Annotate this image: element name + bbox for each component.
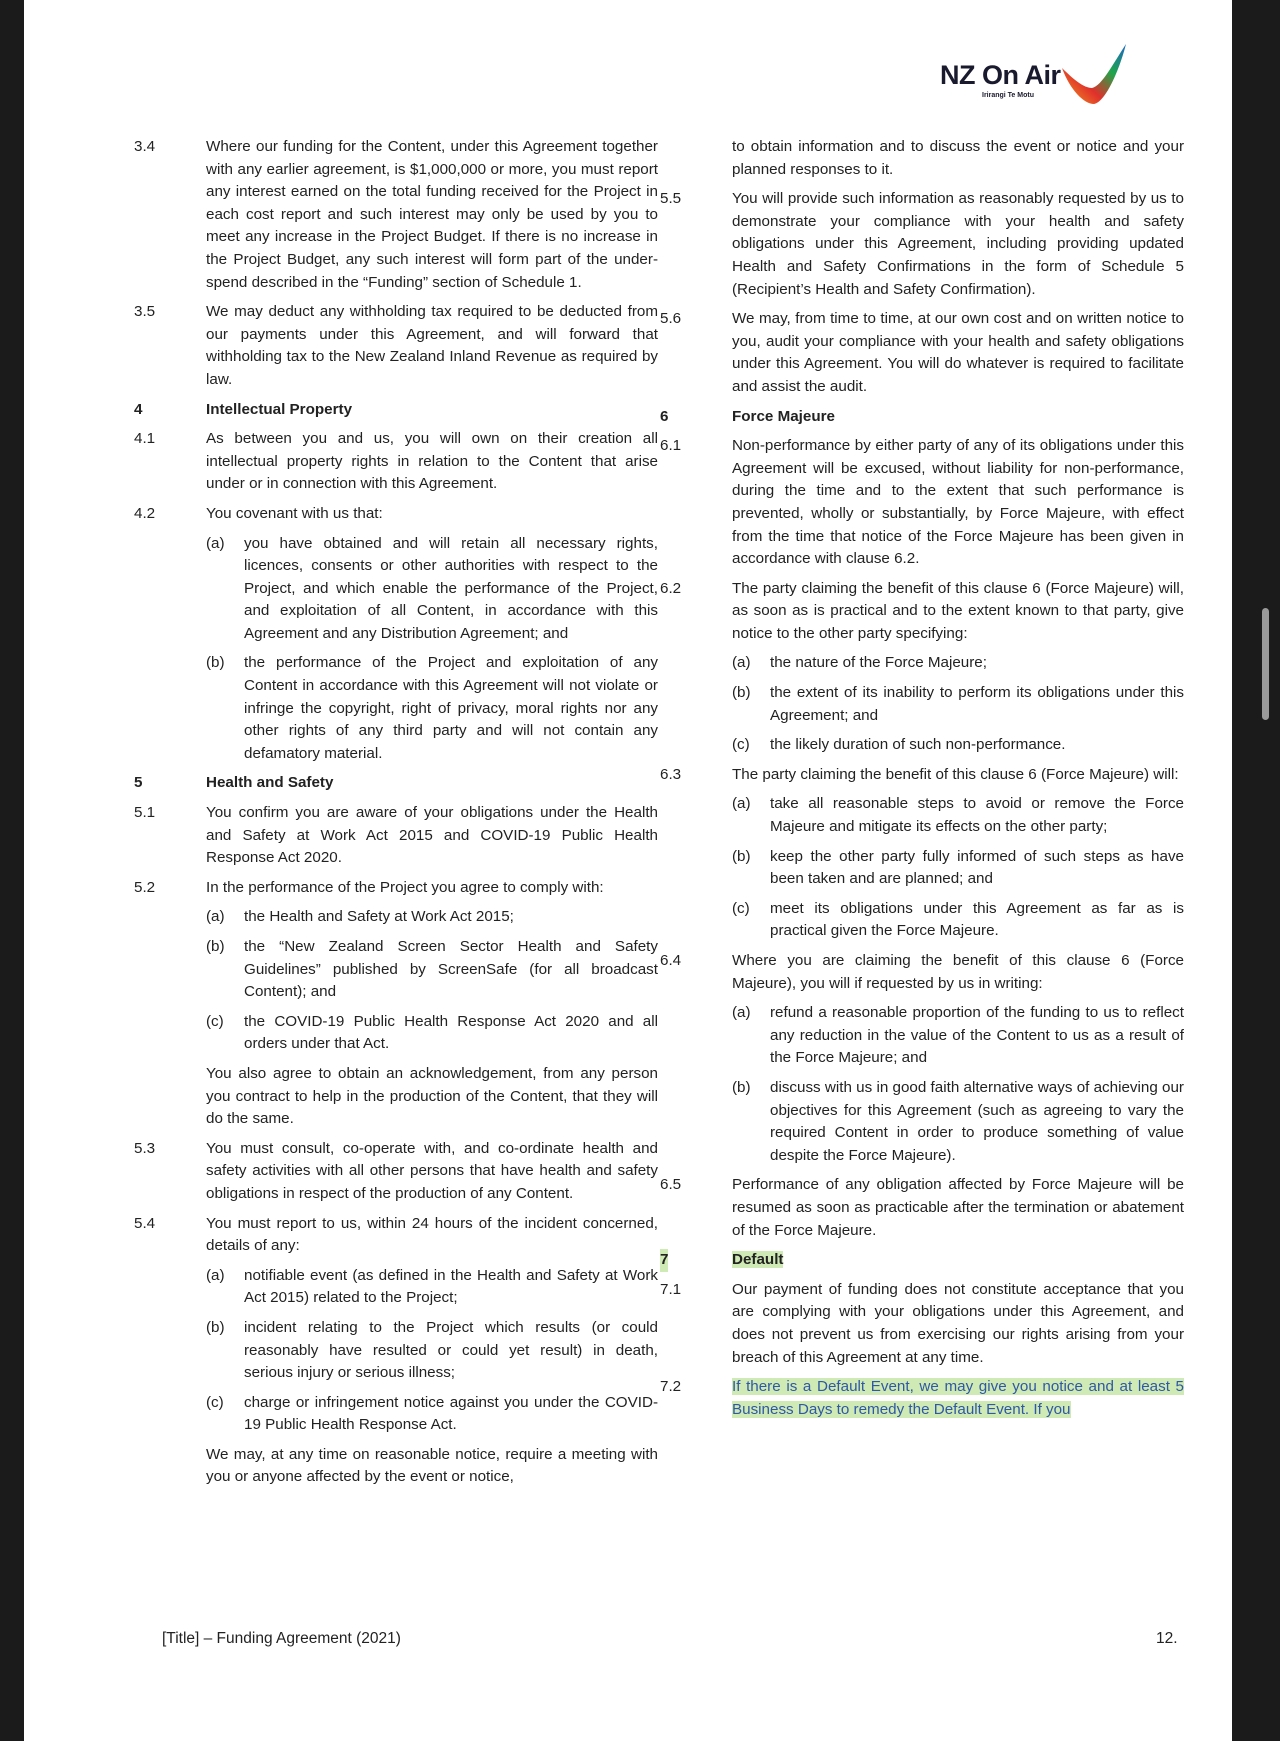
- section-title: Intellectual Property: [206, 400, 353, 418]
- subclause-label: (a): [732, 795, 751, 813]
- subclause-5-2-b: [134, 936, 658, 1004]
- clause-number: 5.6: [660, 310, 682, 328]
- subclause-text: the “New Zealand Screen Sector Health and Safety Guidelines” published by ScreenSafe (for all broadcast Content); and: [244, 938, 658, 1001]
- clause-number: 5.3: [134, 1139, 156, 1157]
- subclause-6-2-b: [660, 682, 1184, 727]
- clause-number: 7.1: [660, 1280, 682, 1298]
- clause-text: Performance of any obligation affected by Force Majeure will be resumed as soon as practicable after the termination or abatement of the Force Majeure.: [732, 1176, 1184, 1239]
- subclause-text: the Health and Safety at Work Act 2015;: [244, 908, 514, 926]
- subclause-6-3-a: [660, 793, 1184, 838]
- clause-3-4: [134, 136, 658, 294]
- clause-text: You covenant with us that:: [206, 504, 383, 522]
- clause-text: As between you and us, you will own on their creation all intellectual property rights in relation to the Content that arise under or in connection with this Agreement.: [206, 430, 658, 493]
- section-4-heading: [134, 399, 658, 422]
- subclause-5-4-b: [134, 1317, 658, 1385]
- subclause-text: the likely duration of such non-performance.: [770, 736, 1066, 754]
- section-7-heading: [660, 1249, 1184, 1272]
- clause-4-2: [134, 503, 658, 526]
- clause-number: 5.4: [134, 1214, 156, 1232]
- subclause-text: notifiable event (as defined in the Health and Safety at Work Act 2015) related to the Project;: [244, 1266, 658, 1307]
- subclause-4-2-b: [134, 652, 658, 765]
- clause-4-1: [134, 428, 658, 496]
- subclause-text: refund a reasonable proportion of the funding to us to reflect any reduction in the value of the Content to us as a result of the Force Majeure; and: [770, 1004, 1184, 1067]
- subclause-5-2-a: [134, 906, 658, 929]
- clause-3-5: [134, 301, 658, 391]
- vertical-scrollbar[interactable]: [1262, 608, 1269, 720]
- clause-text: The party claiming the benefit of this clause 6 (Force Majeure) will:: [732, 765, 1179, 783]
- subclause-label: (b): [732, 847, 751, 865]
- clause-number: 6.4: [660, 952, 682, 969]
- subclause-label: (b): [732, 1078, 751, 1096]
- subclause-label: (a): [732, 654, 751, 672]
- subclause-6-4-b: [660, 1077, 1184, 1167]
- section-5-heading: [134, 772, 658, 795]
- subclause-text: meet its obligations under this Agreement as far as is practical given the Force Majeure.: [770, 899, 1184, 940]
- subclause-label: (b): [206, 1318, 225, 1336]
- clause-number: 3.5: [134, 303, 156, 321]
- section-number: 7: [660, 1249, 668, 1272]
- subclause-text: the COVID-19 Public Health Response Act 2020 and all orders under that Act.: [244, 1012, 658, 1053]
- paragraph-5-4-meeting: We may, at any time on reasonable notice, require a meeting with you or anyone affected by the event or notice,: [206, 1445, 658, 1486]
- clause-number: 6.3: [660, 765, 682, 783]
- clause-text: You must report to us, within 24 hours of the incident concerned, details of any:: [206, 1214, 658, 1255]
- subclause-text: take all reasonable steps to avoid or remove the Force Majeure and mitigate its effects on the other party;: [770, 795, 1184, 836]
- clause-number: 5.5: [660, 190, 682, 208]
- subclause-text: keep the other party fully informed of such steps as have been taken and are planned; and: [770, 847, 1184, 888]
- clause-number: 3.4: [134, 138, 156, 155]
- section-number: 5: [134, 774, 143, 792]
- clause-text: We may, from time to time, at our own cost and on written notice to you, audit your compliance with your health and safety obligations under this Agreement. You will do whatever is required to facilitate and assist the audit.: [732, 310, 1184, 395]
- subclause-label: (c): [206, 1393, 224, 1411]
- subclause-text: incident relating to the Project which results (or could reasonably have resulted or could yet result) in death, serious injury or serious illness;: [244, 1318, 658, 1382]
- footer-page-number: 12.: [1156, 1630, 1178, 1647]
- highlighted-clause-text: If there is a Default Event, we may give you notice and at least 5 Business Days to remedy the Default Event. If you: [732, 1378, 1184, 1418]
- subclause-6-3-c: [660, 898, 1184, 943]
- document-page: [24, 0, 1232, 1741]
- clause-5-2: [134, 877, 658, 900]
- clause-5-1: [134, 802, 658, 870]
- subclause-label: (a): [206, 1266, 225, 1284]
- section-number: 6: [660, 407, 669, 425]
- clause-6-2: [660, 578, 1184, 646]
- subclause-text: the extent of its inability to perform its obligations under this Agreement; and: [770, 684, 1184, 724]
- clause-text: Non-performance by either party of any of its obligations under this Agreement will be excused, without liability for non-performance, during the time and to the extent that such performance is prevented, wholly or substantially, by Force Majeure, with effect from the time that notice of the Force Majeure has been given in accordance with clause 6.2.: [732, 437, 1184, 568]
- subclause-label: (a): [206, 908, 225, 926]
- subclause-text: charge or infringement notice against you under the COVID-19 Public Health Response Act.: [244, 1393, 658, 1434]
- section-title: Force Majeure: [732, 407, 835, 425]
- clause-7-1: [660, 1279, 1184, 1369]
- clause-text: We may deduct any withholding tax required to be deducted from our payments under this Agreement, and will forward that withholding tax to the New Zealand Inland Revenue as required by law.: [206, 303, 658, 388]
- section-title: Default: [732, 1251, 784, 1269]
- clause-6-4: [660, 950, 1184, 995]
- clause-5-5: [660, 188, 1184, 301]
- clause-number: 7.2: [660, 1378, 682, 1396]
- clause-number: 4.2: [134, 504, 156, 522]
- subclause-6-2-a: [660, 652, 1184, 675]
- subclause-6-4-a: [660, 1002, 1184, 1070]
- subclause-6-3-b: [660, 846, 1184, 891]
- subclause-5-4-a: [134, 1265, 658, 1310]
- subclause-text: the nature of the Force Majeure;: [770, 654, 987, 672]
- subclause-label: (c): [206, 1012, 224, 1030]
- clause-6-3: [660, 764, 1184, 787]
- clause-7-2: [660, 1376, 1184, 1421]
- subclause-label: (c): [732, 736, 750, 754]
- nz-on-air-logo: [914, 38, 1144, 110]
- clause-number: 6.5: [660, 1176, 682, 1194]
- clause-6-5: [660, 1174, 1184, 1242]
- subclause-label: (c): [732, 899, 750, 917]
- subclause-5-2-c: [134, 1011, 658, 1056]
- subclause-4-2-a: [134, 533, 658, 646]
- subclause-5-4-c: [134, 1392, 658, 1437]
- section-6-heading: [660, 406, 1184, 429]
- paragraph-5-4-continued: to obtain information and to discuss the event or notice and your planned responses to it.: [732, 138, 1184, 178]
- subclause-label: (a): [732, 1004, 751, 1022]
- right-column: [660, 136, 1184, 1428]
- subclause-label: (b): [732, 684, 751, 702]
- subclause-text: you have obtained and will retain all necessary rights, licences, consents or other authorities with respect to the Project, and which enable the performance of the Project, and exploitation of all Content, in accordance with this Agreement and any Distribution Agreement; and: [244, 534, 658, 642]
- clause-text: Where you are claiming the benefit of this clause 6 (Force Majeure), you will if requested by us in writing:: [732, 952, 1184, 992]
- clause-text: Where our funding for the Content, under this Agreement together with any earlier agreement, is $1,000,000 or more, you must report any interest earned on the total funding received for the Project in each cost report and such interest may only be used by you to meet any increase in the Project Budget. If there is no increase in the Project Budget, any such interest will form part of the under-spend described in the “Funding” section of Schedule 1.: [206, 138, 658, 291]
- subclause-label: (b): [206, 938, 225, 955]
- clause-5-4: [134, 1213, 658, 1258]
- clause-text: You will provide such information as reasonably requested by us to demonstrate your compliance with your health and safety obligations under this Agreement, including providing updated Health and Safety Confirmations in the form of Schedule 5 (Recipient’s Health and Safety Confirmation).: [732, 190, 1184, 298]
- clause-6-1: [660, 435, 1184, 571]
- footer-document-title: [Title] – Funding Agreement (2021): [162, 1630, 401, 1647]
- subclause-label: (a): [206, 534, 225, 552]
- logo-text: NZ On Air: [940, 60, 1061, 90]
- clause-number: 5.1: [134, 804, 156, 822]
- clause-text: Our payment of funding does not constitute acceptance that you are complying with your obligations under this Agreement, and does not prevent us from exercising our rights arising from your breach of this Agreement at any time.: [732, 1280, 1184, 1366]
- clause-text: The party claiming the benefit of this clause 6 (Force Majeure) will, as soon as is practical and to the extent known to that party, give notice to the other party specifying:: [732, 579, 1184, 642]
- subclause-label: (b): [206, 654, 225, 672]
- subclause-6-2-c: [660, 734, 1184, 757]
- clause-5-3: [134, 1138, 658, 1206]
- clause-number: 6.2: [660, 579, 682, 597]
- clause-number: 5.2: [134, 878, 156, 896]
- clause-number: 4.1: [134, 430, 156, 448]
- clause-5-6: [660, 308, 1184, 398]
- section-number: 4: [134, 400, 143, 418]
- left-column: [134, 136, 658, 1496]
- section-title: Health and Safety: [206, 774, 334, 792]
- subclause-text: discuss with us in good faith alternative ways of achieving our objectives for this Agreement (such as agreeing to vary the required Content in order to produce something of value despite the Force Majeure).: [770, 1078, 1184, 1164]
- clause-number: 6.1: [660, 437, 682, 455]
- subclause-text: the performance of the Project and exploitation of any Content in accordance with this Agreement will not violate or infringe the copyright, right of privacy, moral rights nor any other rights of any third party and will not contain any defamatory material.: [244, 654, 658, 762]
- logo-subtext: Irirangi Te Motu: [982, 92, 1034, 99]
- clause-text: You confirm you are aware of your obligations under the Health and Safety at Work Act 2015 and COVID-19 Public Health Response Act 2020.: [206, 804, 658, 867]
- paragraph-5-2-acknowledgement: You also agree to obtain an acknowledgement, from any person you contract to help in the production of the Content, that they will do the same.: [206, 1064, 658, 1128]
- clause-text: In the performance of the Project you agree to comply with:: [206, 878, 604, 896]
- clause-text: You must consult, co-operate with, and co-ordinate health and safety activities with all other persons that have health and safety obligations in respect of the production of any Content.: [206, 1139, 658, 1202]
